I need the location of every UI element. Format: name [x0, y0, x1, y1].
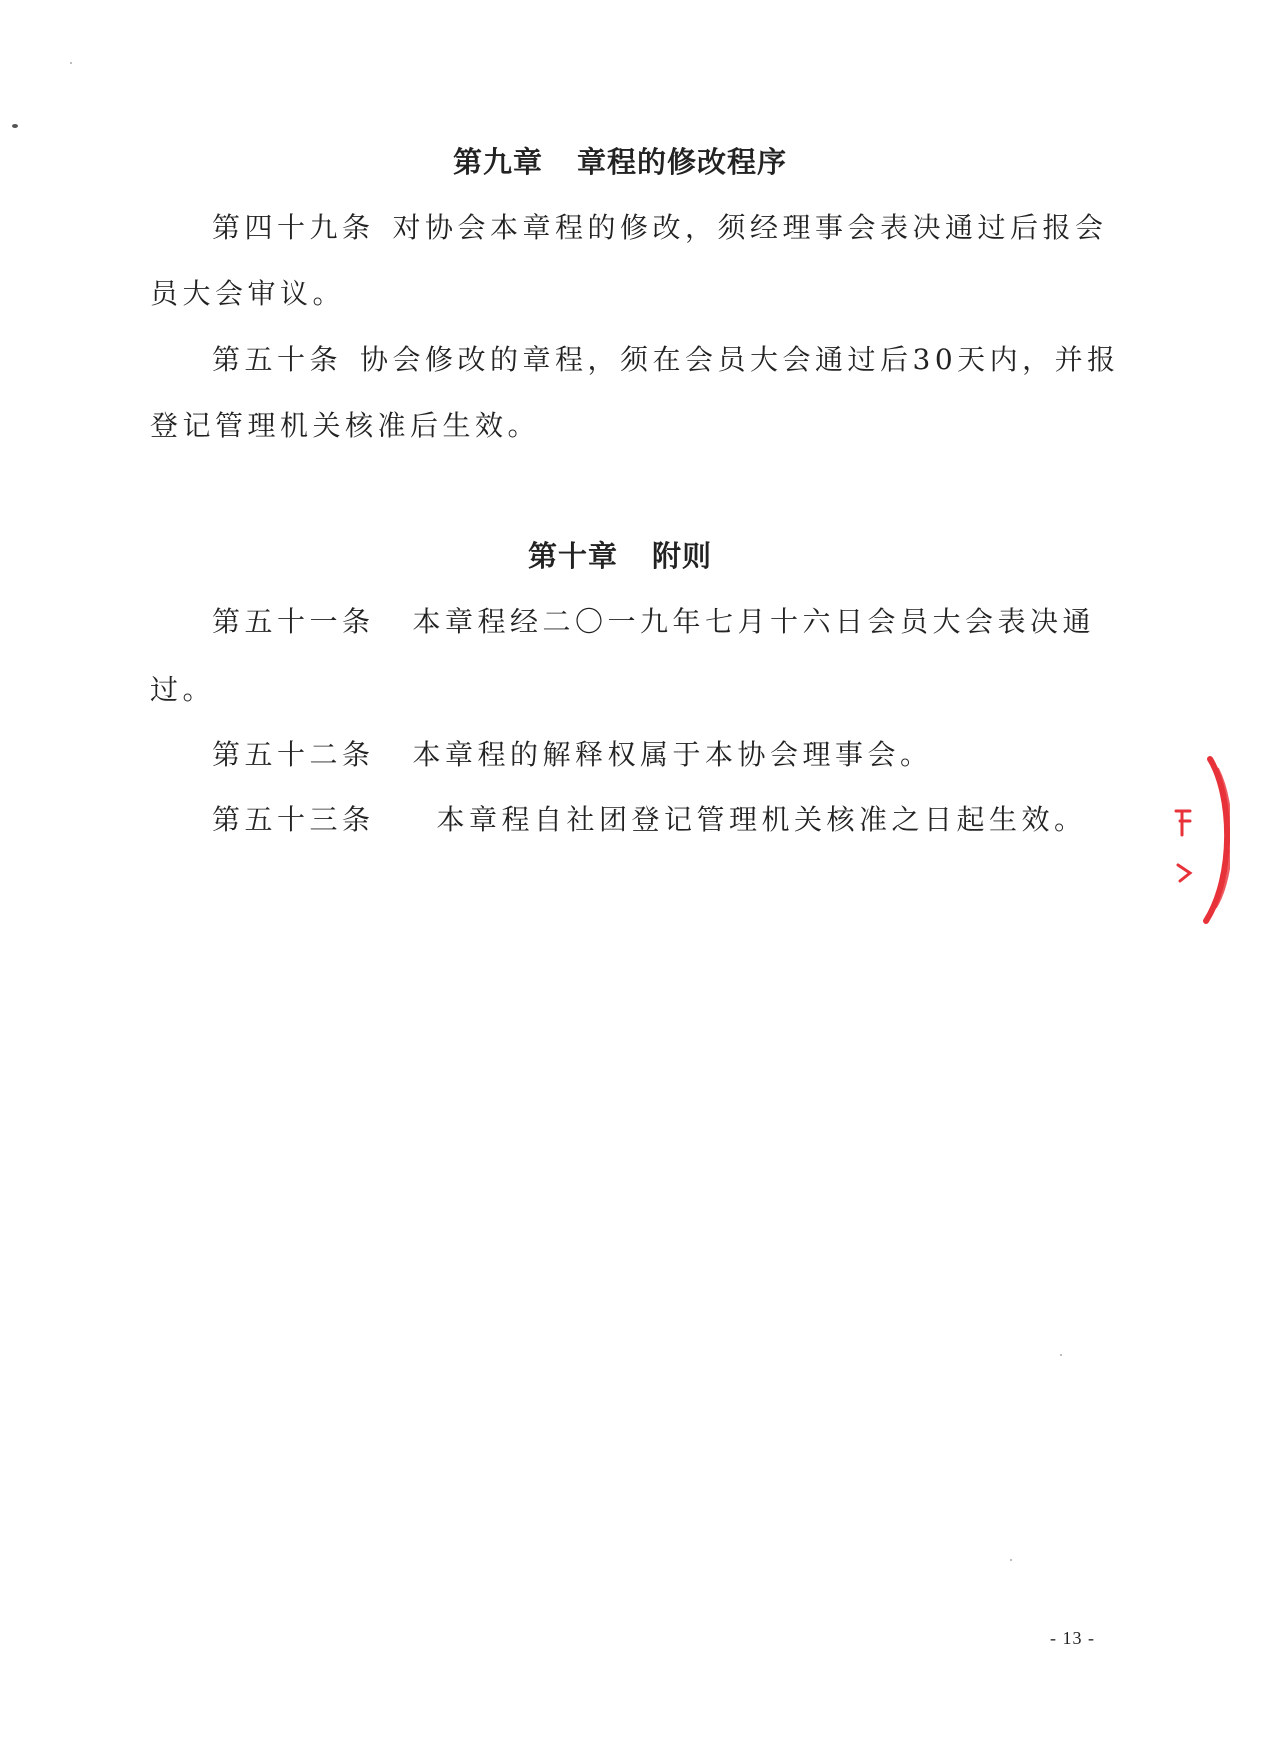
article-52-line [212, 733, 933, 773]
article-53-text: 本章程自社团登记管理机关核准之日起生效。 [436, 803, 1087, 836]
chapter-10-heading [0, 534, 1240, 575]
chapter-10-title: 附则 [652, 539, 713, 573]
article-50-text-1: 协会修改的章程，须在会员大会通过后30天内，并报 [360, 343, 1120, 376]
chapter-10-number: 第十章 [527, 539, 618, 573]
article-50-line-1 [212, 338, 1120, 378]
page-number: - 13 - [1050, 1628, 1095, 1648]
article-52-text: 本章程的解释权属于本协会理事会。 [412, 738, 933, 771]
scan-speck [1010, 1559, 1012, 1561]
article-51-line-2: 过。 [150, 673, 216, 706]
article-51-label: 第五十一条 [212, 605, 375, 638]
article-49-line-1 [212, 206, 1108, 246]
chapter-9-title: 章程的修改程序 [577, 145, 788, 179]
scan-speck [1060, 1354, 1062, 1356]
chapter-9-heading [0, 140, 1240, 181]
article-53-label: 第五十三条 [212, 803, 375, 836]
official-seal-icon [1160, 755, 1230, 925]
article-50-line-2: 登记管理机关核准后生效。 [150, 409, 541, 442]
article-49-label: 第四十九条 [212, 211, 375, 244]
scan-speck [70, 62, 72, 64]
article-50-label: 第五十条 [212, 343, 343, 376]
chapter-9-number: 第九章 [452, 145, 543, 179]
article-53-line [212, 798, 1087, 838]
article-51-line-1 [212, 600, 1095, 640]
scan-speck [12, 124, 18, 128]
article-51-text-1: 本章程经二〇一九年七月十六日会员大会表决通 [412, 605, 1096, 638]
article-49-line-2: 员大会审议。 [150, 277, 346, 310]
article-52-label: 第五十二条 [212, 738, 375, 771]
article-49-text-1: 对协会本章程的修改，须经理事会表决通过后报会 [392, 211, 1108, 244]
